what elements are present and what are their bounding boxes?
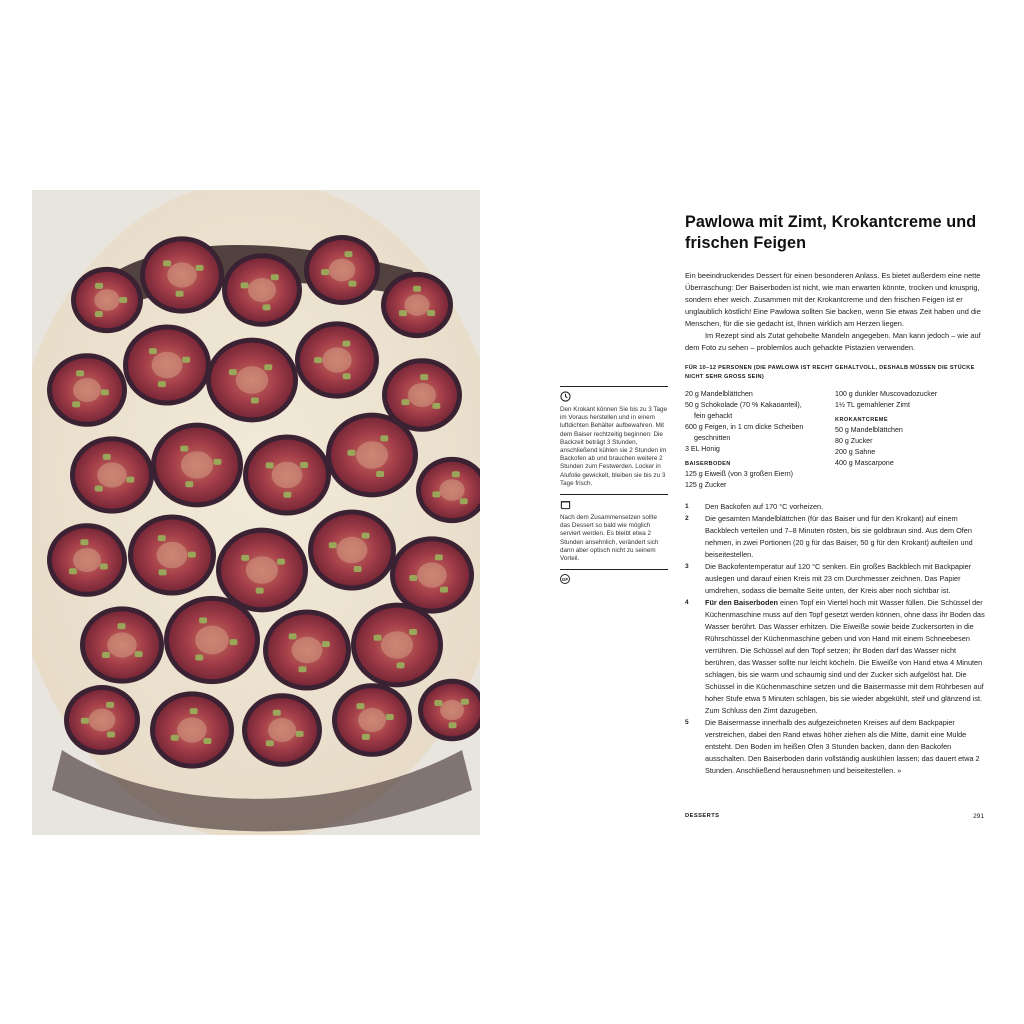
method-step xyxy=(685,597,985,717)
pistachio-piece xyxy=(342,341,350,347)
step-number: 5 xyxy=(685,719,689,726)
fig-slice xyxy=(351,603,443,688)
pistachio-piece xyxy=(264,364,272,370)
tip-serving xyxy=(560,494,668,563)
intro-paragraph: Im Rezept sind als Zutat gehobelte Mandeln angegeben. Man kann jedoch – wie auf dem Foto zu sehen – problemlos auch gehackte Pistazien verwenden. xyxy=(685,331,981,352)
ingredient-item: 20 g Mandelblättchen xyxy=(685,390,753,398)
ingredient-item: 100 g dunkler Muscovadozucker xyxy=(835,390,938,398)
pistachio-piece xyxy=(241,282,249,288)
tips-sidebar xyxy=(560,386,668,590)
pistachio-piece xyxy=(347,450,355,456)
pistachio-piece xyxy=(296,731,304,737)
clock-icon xyxy=(560,391,571,402)
fig-slice xyxy=(381,272,453,338)
pistachio-piece xyxy=(298,666,306,672)
pistachio-piece xyxy=(190,708,198,714)
pistachio-piece xyxy=(213,459,221,465)
ingredients-left xyxy=(685,389,835,491)
recipe-intro xyxy=(685,270,985,354)
pistachio-piece xyxy=(321,269,329,275)
step-text: Den Backofen auf 170 °C vorheizen. xyxy=(705,502,824,511)
fig-slice xyxy=(308,510,396,591)
pistachio-piece xyxy=(119,297,127,303)
pistachio-piece xyxy=(435,554,443,560)
pistachio-piece xyxy=(107,732,115,738)
method-step xyxy=(685,513,985,561)
pistachio-piece xyxy=(182,357,190,363)
pistachio-piece xyxy=(229,639,237,645)
pistachio-piece xyxy=(409,575,417,581)
pavlova-figs-image xyxy=(32,190,480,835)
pistachio-piece xyxy=(180,446,188,452)
fig-slice xyxy=(304,235,380,305)
fig-slice xyxy=(47,523,127,597)
fig-slice xyxy=(164,596,260,684)
fig-slice xyxy=(140,236,224,313)
ingredient-item: 50 g Schokolade (70 % Kakaoanteil), xyxy=(685,401,802,409)
ingredient-item: 80 g Zucker xyxy=(835,437,873,445)
pistachio-piece xyxy=(263,304,271,310)
pistachio-piece xyxy=(322,641,330,647)
pistachio-piece xyxy=(314,357,322,363)
ingredient-item: 1½ TL gemahlener Zimt xyxy=(835,401,910,409)
pistachio-piece xyxy=(434,700,442,706)
pistachio-piece xyxy=(440,587,448,593)
pistachio-piece xyxy=(95,311,103,317)
pistachio-piece xyxy=(196,265,204,271)
pistachio-piece xyxy=(102,652,110,658)
pistachio-piece xyxy=(374,635,382,641)
pistachio-piece xyxy=(95,485,103,491)
pistachio-piece xyxy=(159,569,167,575)
pistachio-piece xyxy=(195,654,203,660)
ingredients-right xyxy=(835,389,985,491)
baiserboden-heading: BAISERBODEN xyxy=(685,461,731,467)
ingredient-item: 125 g Eiweiß (von 3 großen Eiern) xyxy=(685,470,794,478)
pistachio-piece xyxy=(461,699,469,705)
pistachio-piece xyxy=(300,462,308,468)
pistachio-piece xyxy=(229,369,237,375)
pistachio-piece xyxy=(69,568,77,574)
pistachio-piece xyxy=(452,471,460,477)
fig-slice xyxy=(47,353,127,427)
fig-slice xyxy=(243,435,331,516)
step-number: 3 xyxy=(685,563,689,570)
pistachio-piece xyxy=(158,381,166,387)
ingredient-item: 50 g Mandelblättchen xyxy=(835,426,903,434)
ingredient-item: 200 g Sahne xyxy=(835,448,876,456)
pistachio-piece xyxy=(176,291,184,297)
pistachio-piece xyxy=(251,398,259,404)
gluten-free-block xyxy=(560,569,668,584)
pistachio-piece xyxy=(399,310,407,316)
pistachio-piece xyxy=(401,399,409,405)
pistachio-piece xyxy=(329,542,337,548)
tip-make-ahead-text: Den Krokant können Sie bis zu 3 Tage im Voraus herstellen und in einem luftdichten Behälter aufbewahren. Mit dem Baiser rechtzeitig beginnen: Die Backzeit beträgt 3 Stunden, anschließend kühlen sie 2 Stunden im Backofen ab und brauchen weitere 2 Stunden zum Festwerden. Locker in Alufolie gewickelt, bleiben sie bis zu 3 Tage frisch. xyxy=(560,406,668,487)
servings-note: FÜR 10–12 PERSONEN (DIE PAWLOWA IST RECHT GEHALTVOLL, DESHALB MÜSSEN DIE STÜCKE NICHT SEHR GROSS SEIN) xyxy=(685,365,975,380)
krokantcreme-heading: KROKANTCREME xyxy=(835,417,888,423)
pistachio-piece xyxy=(449,722,457,728)
pistachio-piece xyxy=(185,481,193,487)
pistachio-piece xyxy=(283,492,291,498)
pistachio-piece xyxy=(397,662,405,668)
pistachio-piece xyxy=(277,559,285,565)
fig-slice xyxy=(128,515,216,596)
method-steps xyxy=(685,501,985,777)
pistachio-piece xyxy=(432,403,440,409)
pistachio-piece xyxy=(376,471,384,477)
pistachio-piece xyxy=(266,740,274,746)
pistachio-piece xyxy=(76,370,84,376)
pistachio-piece xyxy=(420,374,428,380)
pistachio-piece xyxy=(427,310,435,316)
fig-slice xyxy=(222,253,302,327)
step-number: 2 xyxy=(685,515,689,522)
fig-slice xyxy=(71,267,143,333)
pistachio-piece xyxy=(432,491,440,497)
ingredient-item: geschnitten xyxy=(694,434,731,442)
pistachio-piece xyxy=(241,555,249,561)
step-lead: Für den Baiserboden xyxy=(705,598,778,607)
intro-paragraph: Ein beeindruckendes Dessert für einen besonderen Anlass. Es bietet außerdem eine nette Überraschung: Der Baiserboden ist nicht, wie man erwarten könnte, trocken und knusprig, sondern eher weich. Zusammen mit der Krokantcreme und den frischen Feigen ist er unglaublich köstlich! Eine Pawlowa sollten Sie backen, wenn Sie etwas Zeit haben und die Menschen, für die sie gedacht ist, Ihnen wirklich am Herzen liegen. xyxy=(685,271,981,328)
ingredient-item: 600 g Feigen, in 1 cm dicke Scheiben xyxy=(685,423,804,431)
container-icon xyxy=(560,499,571,510)
ingredients xyxy=(685,389,985,491)
pistachio-piece xyxy=(271,274,279,280)
page-number: 291 xyxy=(973,813,984,820)
ingredient-item: 125 g Zucker xyxy=(685,481,727,489)
pistachio-piece xyxy=(149,348,157,354)
gluten-free-icon: GF xyxy=(560,574,570,584)
pistachio-piece xyxy=(103,454,111,460)
step-number: 4 xyxy=(685,599,689,606)
pistachio-piece xyxy=(163,260,171,266)
pistachio-piece xyxy=(199,617,207,623)
pistachio-piece xyxy=(126,477,134,483)
ingredient-item: 3 EL Honig xyxy=(685,445,720,453)
fig-slice xyxy=(390,536,474,613)
method-step xyxy=(685,501,985,513)
method-step xyxy=(685,561,985,597)
ingredient-item: 400 g Mascarpone xyxy=(835,459,894,467)
tip-make-ahead xyxy=(560,386,668,488)
pistachio-piece xyxy=(386,714,394,720)
pavlova-photo xyxy=(32,190,480,835)
recipe-column xyxy=(685,212,985,777)
fig-slice xyxy=(70,436,154,513)
pistachio-piece xyxy=(344,251,352,257)
fig-slice xyxy=(332,683,412,757)
pistachio-piece xyxy=(289,633,297,639)
pistachio-piece xyxy=(81,718,89,724)
recipe-title: Pawlowa mit Zimt, Krokantcreme und frischen Feigen xyxy=(685,213,977,252)
pistachio-piece xyxy=(348,281,356,287)
fig-slice xyxy=(150,691,234,768)
pistachio-piece xyxy=(413,286,421,292)
pistachio-piece xyxy=(362,734,370,740)
pistachio-piece xyxy=(356,703,364,709)
pistachio-piece xyxy=(158,535,166,541)
pistachio-piece xyxy=(273,710,281,716)
fig-slice xyxy=(64,685,140,755)
pistachio-piece xyxy=(72,401,80,407)
pistachio-piece xyxy=(266,462,274,468)
pistachio-piece xyxy=(188,552,196,558)
pistachio-piece xyxy=(380,435,388,441)
method-step xyxy=(685,717,985,777)
section-footer: DESSERTS xyxy=(685,813,720,819)
step-text: Für den Baiserboden einen Topf ein Viertel hoch mit Wasser füllen. Die Schüssel der Küchenmaschine muss auf den Topf gesetzt werden können, ohne dass ihr Boden das Wasser berührt. Das Wasser erhitzen. Die Eiweiße sowie beide Zuckersorten in die Rührschüssel der Küchenmaschine geben und von Hand mit einem Schneebesen verrühren. Die Schüssel auf den Topf setzen; ihr Boden darf das Wasser nicht berühren, das Wasser sollte nur leicht köcheln. Die Eiweiße von Hand etwa 4 Minuten schlagen, bis sie warm und schaumig sind und der Zucker sich aufgelöst hat. Die Schüssel in die Küchenmaschine setzen und die Baisermasse mit dem Rührbesen auf hoher Stufe etwa 5 Minuten schlagen, bis sie wieder abgekühlt, steif und glänzend ist. Zum Schluss den Zimt dazugeben. xyxy=(705,598,985,715)
pistachio-piece xyxy=(343,373,351,379)
pistachio-piece xyxy=(80,539,88,545)
pistachio-piece xyxy=(135,651,143,657)
pistachio-piece xyxy=(106,702,114,708)
step-text: Die Baisermasse innerhalb des aufgezeichneten Kreises auf dem Backpapier verstreichen, dabei den Rand etwas höher ziehen als die Mitte, damit eine Mulde entsteht. Den Boden im heißen Ofen 3 Stunden backen, dann den Backofen ausschalten. Den Baiserboden darin vollständig auskühlen lassen; das dauert etwa 2 Stunden. Anschließend herausnehmen und beiseitestellen. » xyxy=(705,718,980,775)
fig-slice xyxy=(263,610,351,691)
tip-serving-text: Nach dem Zusammensetzen sollte das Dessert so bald wie möglich serviert werden. Es bleibt etwa 2 Stunden ansehnlich, verändert sich dann aber optisch nicht zu seinem Vorteil. xyxy=(560,514,659,563)
fig-slice xyxy=(123,325,211,406)
pistachio-piece xyxy=(171,735,179,741)
step-number: 1 xyxy=(685,503,689,510)
pistachio-piece xyxy=(362,533,370,539)
pistachio-piece xyxy=(409,629,417,635)
pistachio-piece xyxy=(117,623,125,629)
fig-slice xyxy=(326,413,418,498)
pistachio-piece xyxy=(354,566,362,572)
pistachio-piece xyxy=(460,498,468,504)
pistachio-piece xyxy=(95,283,103,289)
step-text: Die gesamten Mandelblättchen (für das Baiser und für den Krokant) auf einem Backblech verteilen und 7–8 Minuten rösten, bis sie goldbraun sind. Aus dem Ofen nehmen, in zwei Portionen (20 g für das Baiser, 50 g für den Krokant) aufteilen und beiseitestellen. xyxy=(705,514,973,559)
pistachio-piece xyxy=(100,563,108,569)
pistachio-piece xyxy=(256,588,264,594)
fig-slice xyxy=(80,606,164,683)
fig-slice xyxy=(242,693,322,767)
fig-slice xyxy=(206,338,298,423)
pistachio-piece xyxy=(203,738,211,744)
fig-slice xyxy=(151,423,243,508)
fig-slice xyxy=(295,321,379,398)
ingredient-item: fein gehackt xyxy=(694,412,733,420)
pistachio-piece xyxy=(101,389,109,395)
step-text: Die Backofentemperatur auf 120 °C senken. Ein großes Backblech mit Backpapier auslegen und darauf einen Kreis mit 23 cm Durchmesser zeichnen. Das Papier umdrehen, sodass die bemalte Seite unten, der Kreis aber noch sichtbar ist. xyxy=(705,562,972,595)
